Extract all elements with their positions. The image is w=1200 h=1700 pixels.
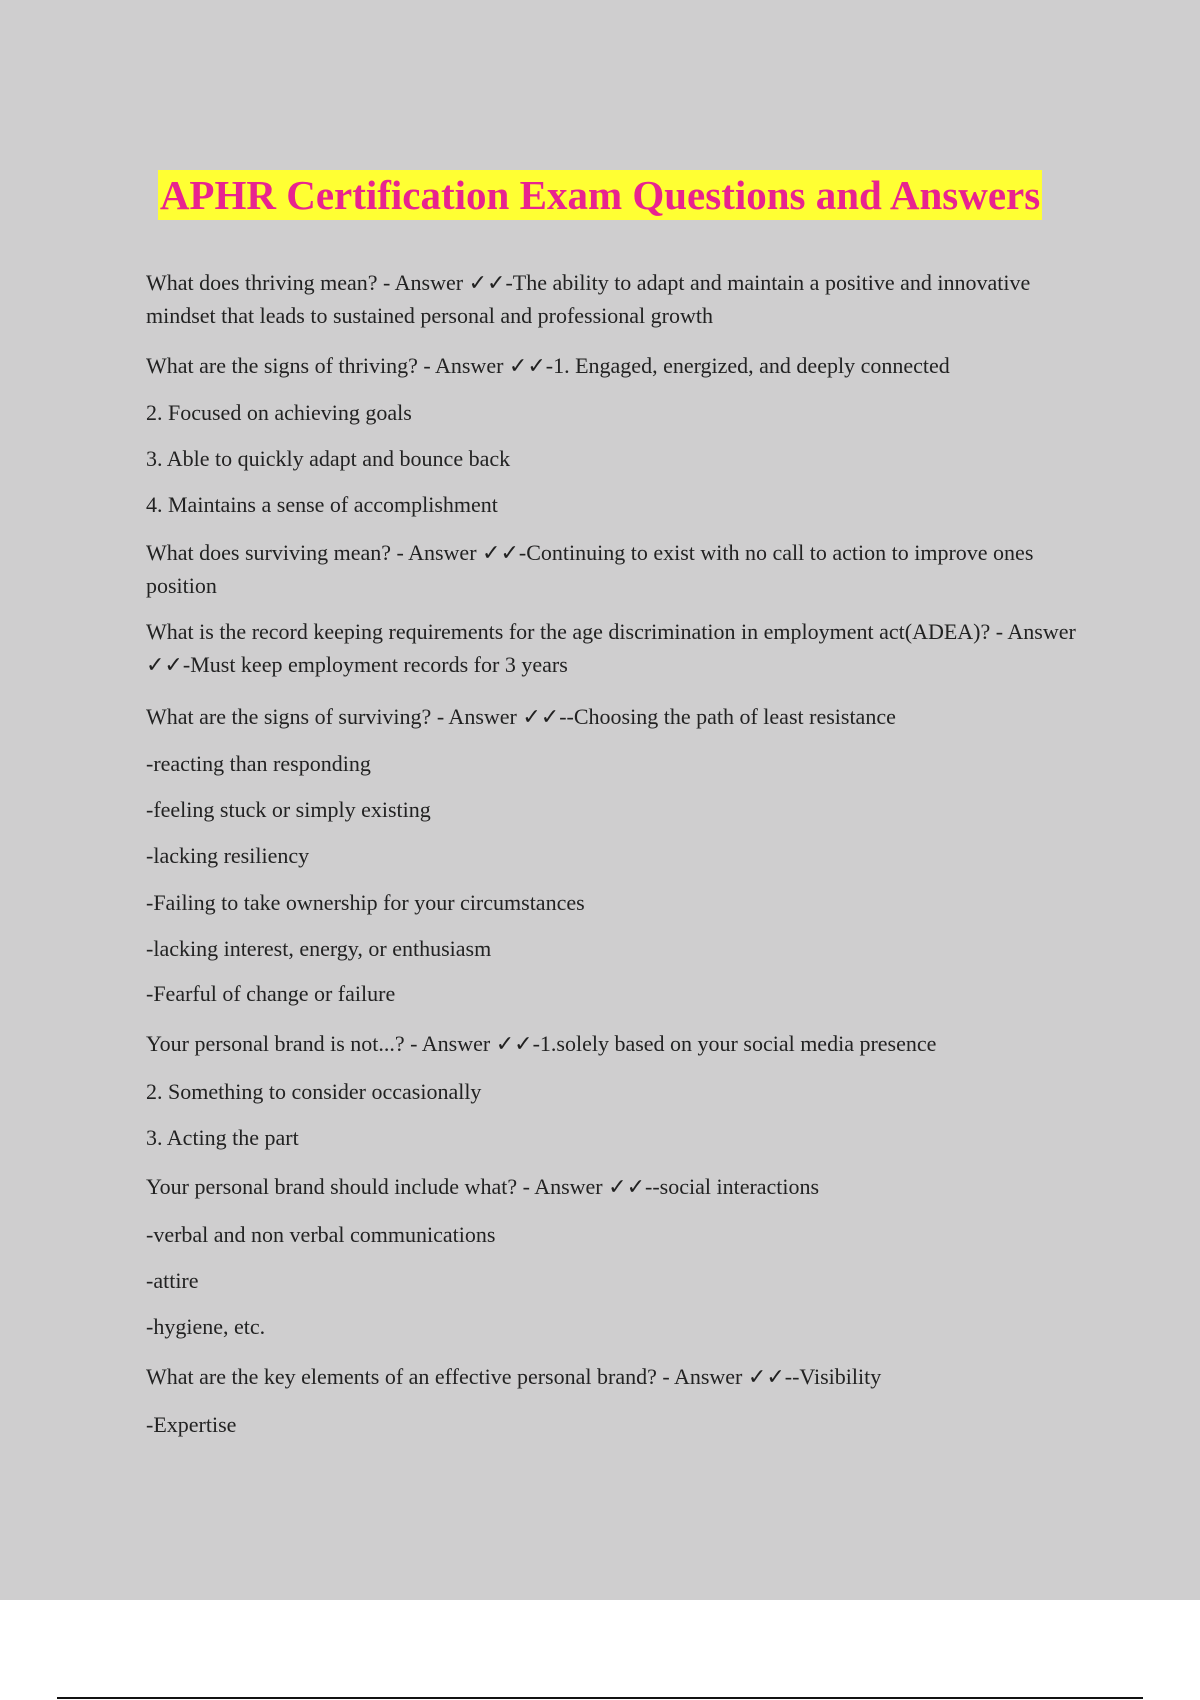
list-item: -Failing to take ownership for your circumstances bbox=[146, 890, 585, 915]
footer-divider bbox=[57, 1697, 1143, 1699]
qa-thriving-mean: What does thriving mean? - Answer ✓✓-The ability to adapt and maintain a positive and innovative mindset that leads to sustained personal and professional growth bbox=[146, 270, 1031, 328]
list-item: -verbal and non verbal communications bbox=[146, 1222, 496, 1247]
title-wrap bbox=[0, 170, 1200, 220]
qa-brand-include: Your personal brand should include what? - Answer ✓✓--social interactions bbox=[146, 1174, 820, 1199]
list-item: 2. Something to consider occasionally bbox=[146, 1079, 482, 1104]
list-item: -Fearful of change or failure bbox=[146, 981, 396, 1006]
list-item: -hygiene, etc. bbox=[146, 1314, 266, 1339]
list-item: -attire bbox=[146, 1268, 199, 1293]
document-title: APHR Certification Exam Questions and Answers bbox=[159, 172, 1041, 218]
qa-signs-thriving: What are the signs of thriving? - Answer ✓✓-1. Engaged, energized, and deeply connected bbox=[146, 353, 950, 378]
list-item: -lacking interest, energy, or enthusiasm bbox=[146, 936, 492, 961]
list-item: 3. Able to quickly adapt and bounce back bbox=[146, 446, 511, 471]
list-item: -reacting than responding bbox=[146, 751, 371, 776]
list-item: 3. Acting the part bbox=[146, 1125, 299, 1150]
list-item: -Expertise bbox=[146, 1412, 237, 1437]
list-item: 4. Maintains a sense of accomplishment bbox=[146, 492, 498, 517]
qa-signs-surviving: What are the signs of surviving? - Answer ✓✓--Choosing the path of least resistance bbox=[146, 704, 896, 729]
qa-brand-not: Your personal brand is not...? - Answer ✓✓-1.solely based on your social media presence bbox=[146, 1031, 937, 1056]
qa-surviving-mean: What does surviving mean? - Answer ✓✓-Continuing to exist with no call to action to improve ones position bbox=[146, 540, 1034, 598]
list-item: 2. Focused on achieving goals bbox=[146, 400, 412, 425]
list-item: -lacking resiliency bbox=[146, 843, 310, 868]
qa-adea-records: What is the record keeping requirements for the age discrimination in employment act(ADEA)? - Answer ✓✓-Must keep employment records for 3 years bbox=[146, 619, 1076, 677]
list-item: -feeling stuck or simply existing bbox=[146, 797, 431, 822]
qa-brand-elements: What are the key elements of an effective personal brand? - Answer ✓✓--Visibility bbox=[146, 1364, 882, 1389]
